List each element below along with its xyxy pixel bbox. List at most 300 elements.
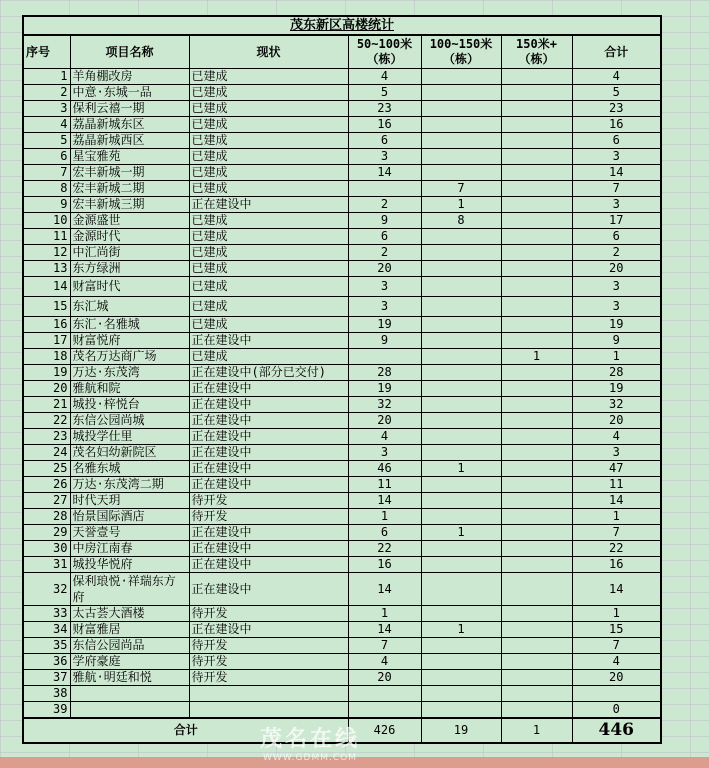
table-title[interactable]: 茂东新区高楼统计 <box>23 16 661 35</box>
row-number-cell[interactable]: 15 <box>23 297 70 317</box>
status-cell[interactable]: 已建成 <box>189 297 348 317</box>
row-number-cell[interactable]: 5 <box>23 133 70 149</box>
project-name-cell[interactable]: 怡景国际酒店 <box>70 509 189 525</box>
count-100-150m-cell[interactable] <box>421 317 501 333</box>
count-150m-plus-cell[interactable] <box>501 245 572 261</box>
project-name-cell[interactable]: 宏丰新城一期 <box>70 165 189 181</box>
count-100-150m-cell[interactable] <box>421 165 501 181</box>
count-50-100m-cell[interactable]: 14 <box>348 622 421 638</box>
status-cell[interactable]: 已建成 <box>189 181 348 197</box>
project-name-cell[interactable]: 保利云禧一期 <box>70 101 189 117</box>
count-50-100m-cell[interactable]: 6 <box>348 525 421 541</box>
count-100-150m-cell[interactable] <box>421 297 501 317</box>
project-name-cell[interactable]: 东方绿洲 <box>70 261 189 277</box>
project-name-cell[interactable]: 财富悦府 <box>70 333 189 349</box>
project-name-cell[interactable]: 茂名妇幼新院区 <box>70 445 189 461</box>
count-100-150m-cell[interactable] <box>421 686 501 702</box>
row-number-cell[interactable]: 14 <box>23 277 70 297</box>
project-name-cell[interactable]: 东汇城 <box>70 297 189 317</box>
status-cell[interactable]: 待开发 <box>189 670 348 686</box>
row-total-cell[interactable]: 47 <box>572 461 661 477</box>
count-150m-plus-cell[interactable] <box>501 413 572 429</box>
count-50-100m-cell[interactable]: 22 <box>348 541 421 557</box>
status-cell[interactable]: 待开发 <box>189 509 348 525</box>
count-100-150m-cell[interactable] <box>421 365 501 381</box>
status-cell[interactable]: 已建成 <box>189 117 348 133</box>
row-total-cell[interactable] <box>572 686 661 702</box>
table-row <box>23 229 661 245</box>
row-total-cell[interactable]: 3 <box>572 297 661 317</box>
row-number-cell[interactable]: 32 <box>23 573 70 606</box>
count-50-100m-cell[interactable]: 3 <box>348 445 421 461</box>
count-50-100m-cell[interactable]: 2 <box>348 197 421 213</box>
count-50-100m-cell[interactable]: 3 <box>348 277 421 297</box>
row-total-cell[interactable]: 11 <box>572 477 661 493</box>
count-150m-plus-cell[interactable] <box>501 213 572 229</box>
count-50-100m-cell[interactable]: 9 <box>348 333 421 349</box>
count-50-100m-cell[interactable]: 5 <box>348 85 421 101</box>
count-100-150m-cell[interactable] <box>421 85 501 101</box>
count-100-150m-cell[interactable] <box>421 333 501 349</box>
row-total-cell[interactable]: 2 <box>572 245 661 261</box>
status-cell[interactable]: 已建成 <box>189 245 348 261</box>
title-row <box>23 16 661 35</box>
count-50-100m-cell[interactable]: 20 <box>348 261 421 277</box>
status-cell[interactable]: 已建成 <box>189 213 348 229</box>
project-name-cell[interactable]: 时代天玥 <box>70 493 189 509</box>
row-total-cell[interactable]: 6 <box>572 229 661 245</box>
count-150m-plus-cell[interactable] <box>501 686 572 702</box>
count-100-150m-cell[interactable]: 1 <box>421 461 501 477</box>
row-number-cell[interactable]: 31 <box>23 557 70 573</box>
count-50-100m-cell[interactable]: 6 <box>348 229 421 245</box>
row-number-cell[interactable]: 24 <box>23 445 70 461</box>
table-row <box>23 525 661 541</box>
count-150m-plus-cell[interactable] <box>501 277 572 297</box>
row-total-cell[interactable]: 3 <box>572 197 661 213</box>
project-name-cell[interactable] <box>70 686 189 702</box>
table-row <box>23 245 661 261</box>
row-number-cell[interactable]: 10 <box>23 213 70 229</box>
status-cell[interactable]: 已建成 <box>189 149 348 165</box>
header-no[interactable]: 序号 <box>23 35 70 69</box>
status-cell[interactable]: 正在建设中 <box>189 413 348 429</box>
row-total-cell[interactable]: 20 <box>572 261 661 277</box>
header-100-150m[interactable]: 100~150米（栋） <box>421 35 501 69</box>
project-name-cell[interactable]: 名雅东城 <box>70 461 189 477</box>
table-row <box>23 261 661 277</box>
table-row <box>23 101 661 117</box>
count-100-150m-cell[interactable] <box>421 509 501 525</box>
count-150m-plus-cell[interactable] <box>501 117 572 133</box>
count-150m-plus-cell[interactable] <box>501 702 572 719</box>
row-number-cell[interactable]: 36 <box>23 654 70 670</box>
count-50-100m-cell[interactable] <box>348 181 421 197</box>
count-150m-plus-cell[interactable] <box>501 297 572 317</box>
project-name-cell[interactable]: 宏丰新城三期 <box>70 197 189 213</box>
project-name-cell[interactable]: 保利琅悦·祥瑞东方府 <box>70 573 189 606</box>
count-50-100m-cell[interactable]: 19 <box>348 381 421 397</box>
row-total-cell[interactable]: 17 <box>572 213 661 229</box>
total-row <box>23 718 661 743</box>
count-150m-plus-cell[interactable] <box>501 445 572 461</box>
table-row <box>23 670 661 686</box>
status-cell[interactable]: 待开发 <box>189 654 348 670</box>
count-50-100m-cell[interactable]: 6 <box>348 133 421 149</box>
row-number-cell[interactable]: 7 <box>23 165 70 181</box>
count-100-150m-cell[interactable] <box>421 117 501 133</box>
count-150m-plus-cell[interactable] <box>501 381 572 397</box>
count-150m-plus-cell[interactable] <box>501 509 572 525</box>
row-total-cell[interactable]: 20 <box>572 413 661 429</box>
row-number-cell[interactable]: 37 <box>23 670 70 686</box>
row-number-cell[interactable]: 6 <box>23 149 70 165</box>
project-name-cell[interactable] <box>70 702 189 719</box>
count-100-150m-cell[interactable] <box>421 349 501 365</box>
count-100-150m-cell[interactable] <box>421 702 501 719</box>
status-cell[interactable]: 已建成 <box>189 69 348 85</box>
row-total-cell[interactable]: 14 <box>572 573 661 606</box>
row-number-cell[interactable]: 34 <box>23 622 70 638</box>
count-50-100m-cell[interactable]: 4 <box>348 429 421 445</box>
count-100-150m-cell[interactable] <box>421 445 501 461</box>
project-name-cell[interactable]: 荔晶新城东区 <box>70 117 189 133</box>
count-150m-plus-cell[interactable] <box>501 261 572 277</box>
row-total-cell[interactable]: 4 <box>572 654 661 670</box>
row-total-cell[interactable]: 15 <box>572 622 661 638</box>
count-50-100m-cell[interactable] <box>348 686 421 702</box>
count-100-150m-cell[interactable] <box>421 381 501 397</box>
header-status[interactable]: 现状 <box>189 35 348 69</box>
row-number-cell[interactable]: 35 <box>23 638 70 654</box>
total-50-100m[interactable]: 426 <box>348 718 421 743</box>
count-50-100m-cell[interactable]: 11 <box>348 477 421 493</box>
project-name-cell[interactable]: 城投学仕里 <box>70 429 189 445</box>
status-cell[interactable] <box>189 686 348 702</box>
project-name-cell[interactable]: 中意·东城一品 <box>70 85 189 101</box>
count-100-150m-cell[interactable] <box>421 557 501 573</box>
status-cell[interactable]: 正在建设中 <box>189 445 348 461</box>
row-total-cell[interactable]: 23 <box>572 101 661 117</box>
status-cell[interactable]: 正在建设中 <box>189 461 348 477</box>
count-50-100m-cell[interactable]: 3 <box>348 149 421 165</box>
count-150m-plus-cell[interactable] <box>501 165 572 181</box>
count-100-150m-cell[interactable] <box>421 638 501 654</box>
row-number-cell[interactable]: 2 <box>23 85 70 101</box>
status-cell[interactable]: 正在建设中 <box>189 477 348 493</box>
header-50-100m[interactable]: 50~100米（栋） <box>348 35 421 69</box>
row-number-cell[interactable]: 4 <box>23 117 70 133</box>
status-cell[interactable]: 已建成 <box>189 165 348 181</box>
row-number-cell[interactable]: 29 <box>23 525 70 541</box>
count-100-150m-cell[interactable] <box>421 493 501 509</box>
project-name-cell[interactable]: 星宝雅苑 <box>70 149 189 165</box>
count-50-100m-cell[interactable]: 23 <box>348 101 421 117</box>
count-50-100m-cell[interactable]: 16 <box>348 557 421 573</box>
count-100-150m-cell[interactable]: 1 <box>421 197 501 213</box>
count-100-150m-cell[interactable]: 8 <box>421 213 501 229</box>
row-number-cell[interactable]: 23 <box>23 429 70 445</box>
count-100-150m-cell[interactable] <box>421 397 501 413</box>
count-50-100m-cell[interactable]: 14 <box>348 573 421 606</box>
project-name-cell[interactable]: 城投华悦府 <box>70 557 189 573</box>
count-50-100m-cell[interactable]: 14 <box>348 165 421 181</box>
count-100-150m-cell[interactable] <box>421 477 501 493</box>
row-number-cell[interactable]: 3 <box>23 101 70 117</box>
count-50-100m-cell[interactable] <box>348 702 421 719</box>
table-row <box>23 686 661 702</box>
count-50-100m-cell[interactable]: 9 <box>348 213 421 229</box>
count-50-100m-cell[interactable]: 2 <box>348 245 421 261</box>
project-name-cell[interactable]: 茂名万达商广场 <box>70 349 189 365</box>
count-50-100m-cell[interactable]: 28 <box>348 365 421 381</box>
count-100-150m-cell[interactable] <box>421 670 501 686</box>
status-cell[interactable]: 正在建设中 <box>189 429 348 445</box>
count-100-150m-cell[interactable] <box>421 133 501 149</box>
row-total-cell[interactable]: 14 <box>572 165 661 181</box>
count-150m-plus-cell[interactable] <box>501 670 572 686</box>
row-number-cell[interactable]: 33 <box>23 606 70 622</box>
count-50-100m-cell[interactable]: 46 <box>348 461 421 477</box>
header-150m-plus[interactable]: 150米+（栋） <box>501 35 572 69</box>
status-cell[interactable]: 正在建设中 <box>189 541 348 557</box>
count-100-150m-cell[interactable] <box>421 101 501 117</box>
project-name-cell[interactable]: 东汇·名雅城 <box>70 317 189 333</box>
row-total-cell[interactable]: 14 <box>572 493 661 509</box>
row-number-cell[interactable]: 8 <box>23 181 70 197</box>
row-total-cell[interactable]: 1 <box>572 606 661 622</box>
total-label[interactable]: 合计 <box>23 718 348 743</box>
status-cell[interactable]: 待开发 <box>189 606 348 622</box>
status-cell[interactable]: 正在建设中 <box>189 573 348 606</box>
count-150m-plus-cell[interactable] <box>501 573 572 606</box>
status-cell[interactable]: 正在建设中 <box>189 381 348 397</box>
status-cell[interactable]: 正在建设中(部分已交付) <box>189 365 348 381</box>
status-cell[interactable]: 已建成 <box>189 277 348 297</box>
count-150m-plus-cell[interactable] <box>501 101 572 117</box>
count-150m-plus-cell[interactable] <box>501 333 572 349</box>
count-150m-plus-cell[interactable] <box>501 429 572 445</box>
row-number-cell[interactable]: 39 <box>23 702 70 719</box>
count-150m-plus-cell[interactable] <box>501 85 572 101</box>
count-100-150m-cell[interactable]: 1 <box>421 525 501 541</box>
row-number-cell[interactable]: 22 <box>23 413 70 429</box>
row-number-cell[interactable]: 20 <box>23 381 70 397</box>
row-number-cell[interactable]: 12 <box>23 245 70 261</box>
row-total-cell[interactable]: 20 <box>572 670 661 686</box>
count-100-150m-cell[interactable] <box>421 149 501 165</box>
table-row <box>23 149 661 165</box>
watermark-brand: 茂名在线 <box>260 727 361 752</box>
count-150m-plus-cell[interactable] <box>501 525 572 541</box>
count-100-150m-cell[interactable] <box>421 606 501 622</box>
count-150m-plus-cell[interactable] <box>501 317 572 333</box>
count-100-150m-cell[interactable] <box>421 277 501 297</box>
count-100-150m-cell[interactable] <box>421 69 501 85</box>
status-cell[interactable]: 正在建设中 <box>189 557 348 573</box>
row-number-cell[interactable]: 9 <box>23 197 70 213</box>
row-number-cell[interactable]: 18 <box>23 349 70 365</box>
count-50-100m-cell[interactable]: 16 <box>348 117 421 133</box>
count-100-150m-cell[interactable]: 1 <box>421 622 501 638</box>
project-name-cell[interactable]: 东信公园尚城 <box>70 413 189 429</box>
status-cell[interactable]: 正在建设中 <box>189 197 348 213</box>
count-50-100m-cell[interactable]: 19 <box>348 317 421 333</box>
row-number-cell[interactable]: 28 <box>23 509 70 525</box>
project-name-cell[interactable]: 荔晶新城西区 <box>70 133 189 149</box>
row-total-cell[interactable]: 4 <box>572 69 661 85</box>
total-150m-plus[interactable]: 1 <box>501 718 572 743</box>
status-cell[interactable] <box>189 702 348 719</box>
table-row <box>23 702 661 719</box>
count-150m-plus-cell[interactable]: 1 <box>501 349 572 365</box>
row-total-cell[interactable]: 32 <box>572 397 661 413</box>
row-total-cell[interactable]: 3 <box>572 149 661 165</box>
count-50-100m-cell[interactable]: 20 <box>348 670 421 686</box>
project-name-cell[interactable]: 雅航·明廷和悦 <box>70 670 189 686</box>
row-number-cell[interactable]: 26 <box>23 477 70 493</box>
count-150m-plus-cell[interactable] <box>501 461 572 477</box>
count-150m-plus-cell[interactable] <box>501 557 572 573</box>
status-cell[interactable]: 正在建设中 <box>189 622 348 638</box>
row-total-cell[interactable]: 16 <box>572 117 661 133</box>
project-name-cell[interactable]: 天誉壹号 <box>70 525 189 541</box>
count-150m-plus-cell[interactable] <box>501 638 572 654</box>
status-cell[interactable]: 正在建设中 <box>189 525 348 541</box>
project-name-cell[interactable]: 太古荟大酒楼 <box>70 606 189 622</box>
status-cell[interactable]: 正在建设中 <box>189 397 348 413</box>
row-number-cell[interactable]: 27 <box>23 493 70 509</box>
project-name-cell[interactable]: 宏丰新城二期 <box>70 181 189 197</box>
project-name-cell[interactable]: 财富时代 <box>70 277 189 297</box>
status-cell[interactable]: 已建成 <box>189 229 348 245</box>
count-50-100m-cell[interactable]: 32 <box>348 397 421 413</box>
project-name-cell[interactable]: 中汇尚街 <box>70 245 189 261</box>
row-total-cell[interactable]: 5 <box>572 85 661 101</box>
row-total-cell[interactable]: 3 <box>572 445 661 461</box>
status-cell[interactable]: 已建成 <box>189 349 348 365</box>
grand-total[interactable]: 446 <box>572 718 661 743</box>
count-150m-plus-cell[interactable] <box>501 229 572 245</box>
count-100-150m-cell[interactable] <box>421 573 501 606</box>
count-150m-plus-cell[interactable] <box>501 493 572 509</box>
row-total-cell[interactable]: 4 <box>572 429 661 445</box>
total-100-150m[interactable]: 19 <box>421 718 501 743</box>
project-name-cell[interactable]: 万达·东茂湾 <box>70 365 189 381</box>
count-150m-plus-cell[interactable] <box>501 622 572 638</box>
status-cell[interactable]: 已建成 <box>189 101 348 117</box>
count-100-150m-cell[interactable] <box>421 541 501 557</box>
status-cell[interactable]: 已建成 <box>189 133 348 149</box>
count-50-100m-cell[interactable]: 1 <box>348 509 421 525</box>
project-name-cell[interactable]: 中房江南春 <box>70 541 189 557</box>
project-name-cell[interactable]: 东信公园尚品 <box>70 638 189 654</box>
header-project-name[interactable]: 项目名称 <box>70 35 189 69</box>
count-50-100m-cell[interactable]: 7 <box>348 638 421 654</box>
row-total-cell[interactable]: 6 <box>572 133 661 149</box>
count-150m-plus-cell[interactable] <box>501 397 572 413</box>
row-total-cell[interactable]: 0 <box>572 702 661 719</box>
project-name-cell[interactable]: 万达·东茂湾二期 <box>70 477 189 493</box>
row-total-cell[interactable]: 7 <box>572 525 661 541</box>
count-100-150m-cell[interactable] <box>421 413 501 429</box>
header-total[interactable]: 合计 <box>572 35 661 69</box>
status-cell[interactable]: 已建成 <box>189 317 348 333</box>
row-number-cell[interactable]: 25 <box>23 461 70 477</box>
count-150m-plus-cell[interactable] <box>501 477 572 493</box>
status-cell[interactable]: 正在建设中 <box>189 333 348 349</box>
count-150m-plus-cell[interactable] <box>501 541 572 557</box>
count-50-100m-cell[interactable] <box>348 349 421 365</box>
row-number-cell[interactable]: 13 <box>23 261 70 277</box>
row-total-cell[interactable]: 22 <box>572 541 661 557</box>
project-name-cell[interactable]: 羊角棚改房 <box>70 69 189 85</box>
count-50-100m-cell[interactable]: 14 <box>348 493 421 509</box>
row-number-cell[interactable]: 11 <box>23 229 70 245</box>
count-50-100m-cell[interactable]: 4 <box>348 654 421 670</box>
count-150m-plus-cell[interactable] <box>501 133 572 149</box>
count-50-100m-cell[interactable]: 1 <box>348 606 421 622</box>
row-total-cell[interactable]: 7 <box>572 638 661 654</box>
table-row <box>23 197 661 213</box>
project-name-cell[interactable]: 学府豪庭 <box>70 654 189 670</box>
project-name-cell[interactable]: 城投·梓悦台 <box>70 397 189 413</box>
row-number-cell[interactable]: 38 <box>23 686 70 702</box>
count-100-150m-cell[interactable] <box>421 245 501 261</box>
row-number-cell[interactable]: 16 <box>23 317 70 333</box>
row-total-cell[interactable]: 1 <box>572 349 661 365</box>
row-total-cell[interactable]: 1 <box>572 509 661 525</box>
count-50-100m-cell[interactable]: 3 <box>348 297 421 317</box>
count-50-100m-cell[interactable]: 20 <box>348 413 421 429</box>
count-150m-plus-cell[interactable] <box>501 197 572 213</box>
status-cell[interactable]: 待开发 <box>189 638 348 654</box>
count-100-150m-cell[interactable] <box>421 261 501 277</box>
row-total-cell[interactable]: 19 <box>572 381 661 397</box>
count-150m-plus-cell[interactable] <box>501 606 572 622</box>
project-name-cell[interactable]: 财富雅居 <box>70 622 189 638</box>
project-name-cell[interactable]: 金源盛世 <box>70 213 189 229</box>
count-100-150m-cell[interactable] <box>421 654 501 670</box>
row-total-cell[interactable]: 28 <box>572 365 661 381</box>
count-150m-plus-cell[interactable] <box>501 365 572 381</box>
count-150m-plus-cell[interactable] <box>501 181 572 197</box>
row-number-cell[interactable]: 19 <box>23 365 70 381</box>
count-100-150m-cell[interactable] <box>421 229 501 245</box>
row-number-cell[interactable]: 17 <box>23 333 70 349</box>
count-100-150m-cell[interactable] <box>421 429 501 445</box>
count-100-150m-cell[interactable]: 7 <box>421 181 501 197</box>
project-name-cell[interactable]: 雅航和院 <box>70 381 189 397</box>
project-name-cell[interactable]: 金源时代 <box>70 229 189 245</box>
row-number-cell[interactable]: 30 <box>23 541 70 557</box>
row-total-cell[interactable]: 7 <box>572 181 661 197</box>
status-cell[interactable]: 待开发 <box>189 493 348 509</box>
count-150m-plus-cell[interactable] <box>501 69 572 85</box>
row-total-cell[interactable]: 19 <box>572 317 661 333</box>
row-total-cell[interactable]: 3 <box>572 277 661 297</box>
count-150m-plus-cell[interactable] <box>501 149 572 165</box>
table-row <box>23 365 661 381</box>
count-50-100m-cell[interactable]: 4 <box>348 69 421 85</box>
row-total-cell[interactable]: 9 <box>572 333 661 349</box>
row-number-cell[interactable]: 1 <box>23 69 70 85</box>
count-150m-plus-cell[interactable] <box>501 654 572 670</box>
row-number-cell[interactable]: 21 <box>23 397 70 413</box>
status-cell[interactable]: 已建成 <box>189 85 348 101</box>
status-cell[interactable]: 已建成 <box>189 261 348 277</box>
row-total-cell[interactable]: 16 <box>572 557 661 573</box>
